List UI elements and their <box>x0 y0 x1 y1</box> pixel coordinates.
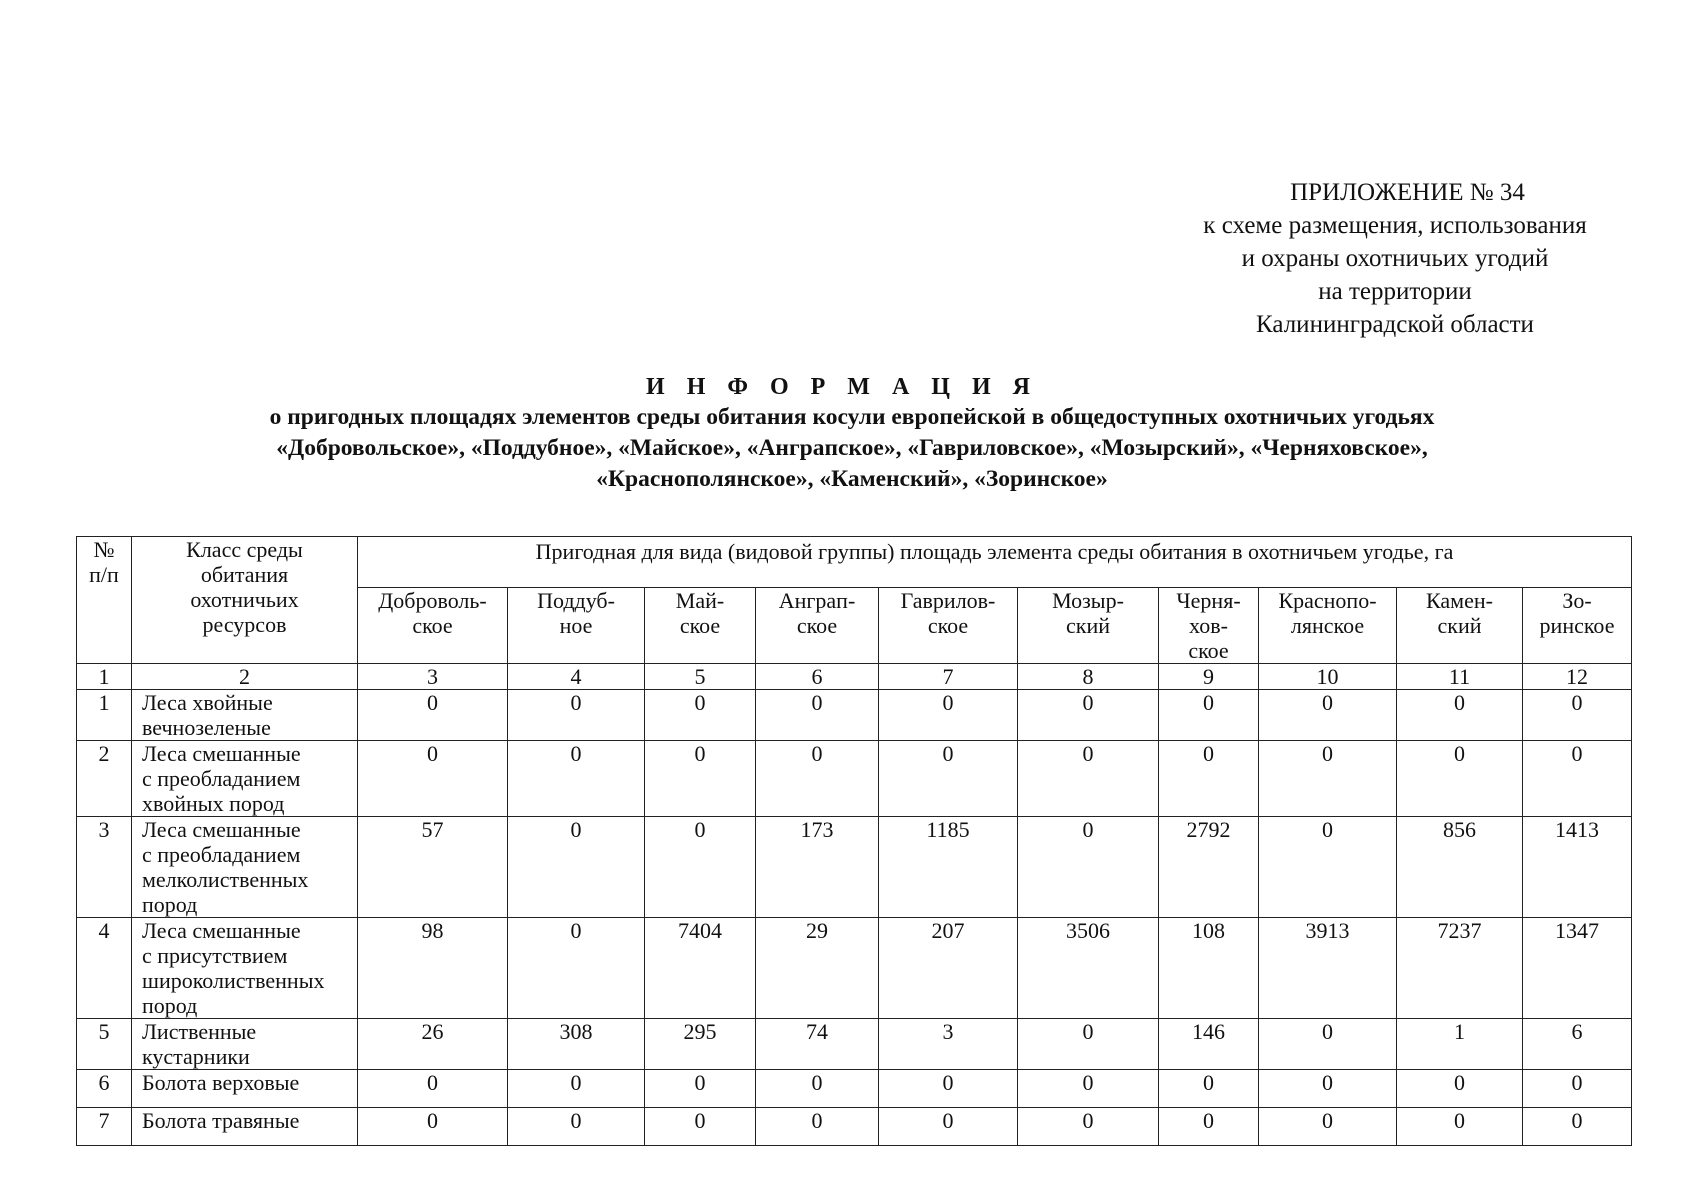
habitat-class-line: Болота травяные <box>142 1108 300 1133</box>
document-subtitle-line: «Добровольское», «Поддубное», «Майское», «Ангрaпское», «Гавриловское», «Мозырский», «Черняховское», <box>276 435 1428 461</box>
habitat-class-line: с преобладанием <box>142 842 301 867</box>
habitat-class-line: кустарники <box>142 1044 250 1069</box>
habitat-class-line: Леса смешанные <box>142 817 301 842</box>
area-value-cell: 0 <box>1259 741 1397 817</box>
area-value-cell: 0 <box>756 1070 879 1108</box>
header-text-line: ский <box>1066 613 1110 638</box>
area-value-cell: 0 <box>358 690 508 741</box>
row-number-cell: 6 <box>77 1070 132 1108</box>
row-number-cell: 3 <box>77 817 132 918</box>
header-hunting-area <box>1523 588 1632 664</box>
header-hunting-area <box>756 588 879 664</box>
area-value-cell: 0 <box>358 1070 508 1108</box>
area-value-cell: 1185 <box>879 817 1018 918</box>
column-number-cell: 5 <box>645 664 756 690</box>
header-text-line: ресурсов <box>202 612 287 637</box>
column-number-cell: 8 <box>1018 664 1159 690</box>
table-body <box>77 690 1632 1146</box>
row-number-cell: 2 <box>77 741 132 817</box>
area-value-cell: 108 <box>1159 918 1259 1019</box>
area-value-cell: 0 <box>508 1070 645 1108</box>
area-value-cell: 0 <box>1159 1070 1259 1108</box>
area-value-cell: 0 <box>358 1108 508 1146</box>
column-number-cell: 11 <box>1397 664 1523 690</box>
column-number-cell: 10 <box>1259 664 1397 690</box>
area-value-cell: 0 <box>1259 1019 1397 1070</box>
area-value-cell: 0 <box>1523 1070 1632 1108</box>
appendix-line: и охраны охотничьих угодий <box>1241 245 1549 272</box>
header-habitat-class <box>132 537 358 664</box>
appendix-block <box>1150 176 1640 341</box>
habitat-class-line: Лиственные <box>142 1019 257 1044</box>
header-text-line: ринское <box>1539 613 1615 638</box>
habitat-class-cell <box>132 918 358 1019</box>
header-text-line: п/п <box>89 562 119 587</box>
table-row <box>77 1108 1632 1146</box>
area-value-cell: 0 <box>1159 1108 1259 1146</box>
area-value-cell: 0 <box>1523 741 1632 817</box>
area-value-cell: 0 <box>1018 690 1159 741</box>
document-title: И Н Ф О Р М А Ц И Я <box>646 374 1038 400</box>
header-text-line: ское <box>1188 638 1229 663</box>
area-value-cell: 7237 <box>1397 918 1523 1019</box>
header-text-line: ское <box>796 613 838 638</box>
area-value-cell: 0 <box>1018 1108 1159 1146</box>
area-value-cell: 0 <box>1259 1070 1397 1108</box>
area-value-cell: 74 <box>756 1019 879 1070</box>
table-row <box>77 918 1632 1019</box>
appendix-line: ПРИЛОЖЕНИЕ № 34 <box>1290 179 1525 206</box>
area-value-cell: 0 <box>508 690 645 741</box>
header-hunting-area <box>1159 588 1259 664</box>
area-value-cell: 0 <box>1018 741 1159 817</box>
habitat-class-cell <box>132 1019 358 1070</box>
appendix-line: Калининградской области <box>1256 311 1534 338</box>
column-number-cell: 6 <box>756 664 879 690</box>
area-value-cell: 1347 <box>1523 918 1632 1019</box>
column-number-cell: 2 <box>132 664 358 690</box>
area-value-cell: 29 <box>756 918 879 1019</box>
habitat-class-line: Леса хвойные <box>142 690 273 715</box>
column-number-cell: 9 <box>1159 664 1259 690</box>
habitat-class-line: Леса смешанные <box>142 918 301 943</box>
header-text-line: № <box>93 537 115 562</box>
habitat-class-line: пород <box>142 892 198 917</box>
header-text-line: Камен- <box>1426 588 1493 613</box>
habitat-class-cell <box>132 690 358 741</box>
table-row <box>77 1019 1632 1070</box>
area-value-cell: 0 <box>508 918 645 1019</box>
table-row <box>77 1070 1632 1108</box>
column-number-cell: 1 <box>77 664 132 690</box>
habitat-class-line: вечнозеленые <box>142 715 271 740</box>
area-value-cell: 173 <box>756 817 879 918</box>
row-number-cell: 7 <box>77 1108 132 1146</box>
header-text-line: хов- <box>1189 613 1228 638</box>
column-number-cell: 4 <box>508 664 645 690</box>
area-value-cell: 3913 <box>1259 918 1397 1019</box>
area-value-cell: 0 <box>1259 817 1397 918</box>
habitat-class-cell <box>132 817 358 918</box>
area-value-cell: 6 <box>1523 1019 1632 1070</box>
area-value-cell: 0 <box>1397 1108 1523 1146</box>
area-value-cell: 7404 <box>645 918 756 1019</box>
header-hunting-area <box>879 588 1018 664</box>
area-value-cell: 0 <box>1523 1108 1632 1146</box>
header-hunting-area <box>358 588 508 664</box>
header-text-line: ское <box>927 613 969 638</box>
table-row <box>77 690 1632 741</box>
header-text-line: Доброволь- <box>378 588 487 613</box>
header-hunting-area <box>1259 588 1397 664</box>
area-value-cell: 0 <box>1259 1108 1397 1146</box>
area-value-cell: 0 <box>645 1070 756 1108</box>
header-text-line: Май- <box>675 588 725 613</box>
area-value-cell: 0 <box>756 741 879 817</box>
habitat-class-cell <box>132 1070 358 1108</box>
table-row <box>77 741 1632 817</box>
header-text-line: ский <box>1437 613 1482 638</box>
area-value-cell: 0 <box>1397 1070 1523 1108</box>
area-value-cell: 1 <box>1397 1019 1523 1070</box>
area-value-cell: 0 <box>1259 690 1397 741</box>
header-text-line: Класс среды <box>186 537 303 562</box>
column-number-cell: 3 <box>358 664 508 690</box>
header-text-line: ное <box>559 613 593 638</box>
area-value-cell: 57 <box>358 817 508 918</box>
header-text-line: обитания <box>200 562 289 587</box>
area-value-cell: 3506 <box>1018 918 1159 1019</box>
appendix-line: на территории <box>1318 278 1472 305</box>
area-value-cell: 0 <box>1018 1070 1159 1108</box>
header-text-line: Краснопо- <box>1278 588 1377 613</box>
header-text-line: Ангрaп- <box>778 588 856 613</box>
header-text-line: ское <box>412 613 453 638</box>
habitat-class-line: Леса смешанные <box>142 741 301 766</box>
area-value-cell: 0 <box>508 741 645 817</box>
row-number-cell: 5 <box>77 1019 132 1070</box>
area-value-cell: 0 <box>1018 817 1159 918</box>
header-hunting-area <box>1018 588 1159 664</box>
area-value-cell: 0 <box>645 817 756 918</box>
area-value-cell: 0 <box>645 690 756 741</box>
header-row-number <box>77 537 132 664</box>
document-subtitle-line: о пригодных площадях элементов среды обитания косули европейской в общедоступных охотничьих угодьях <box>269 404 1435 430</box>
area-value-cell: 0 <box>1397 690 1523 741</box>
habitat-area-table <box>76 536 1632 1146</box>
header-text-line: Поддуб- <box>537 588 615 613</box>
area-value-cell: 0 <box>756 690 879 741</box>
habitat-class-line: пород <box>142 993 198 1018</box>
habitat-class-cell <box>132 741 358 817</box>
appendix-line: к схеме размещения, использования <box>1203 212 1587 239</box>
area-value-cell: 0 <box>879 1108 1018 1146</box>
header-text-line: Черня- <box>1176 588 1241 613</box>
table-header-row <box>77 537 1632 588</box>
habitat-class-line: широколиственных <box>142 968 325 993</box>
area-value-cell: 0 <box>1397 741 1523 817</box>
area-value-cell: 0 <box>1018 1019 1159 1070</box>
habitat-class-line: Болота верховые <box>142 1070 300 1095</box>
area-value-cell: 26 <box>358 1019 508 1070</box>
area-value-cell: 0 <box>1159 741 1259 817</box>
area-value-cell: 146 <box>1159 1019 1259 1070</box>
document-heading <box>60 372 1644 495</box>
area-value-cell: 0 <box>508 1108 645 1146</box>
area-value-cell: 0 <box>879 741 1018 817</box>
area-value-cell: 0 <box>358 741 508 817</box>
habitat-class-cell <box>132 1108 358 1146</box>
area-value-cell: 0 <box>756 1108 879 1146</box>
area-value-cell: 0 <box>879 1070 1018 1108</box>
column-number-cell: 12 <box>1523 664 1632 690</box>
area-value-cell: 0 <box>645 1108 756 1146</box>
habitat-class-line: с присутствием <box>142 943 288 968</box>
header-text-line: Зо- <box>1562 588 1592 613</box>
area-value-cell: 308 <box>508 1019 645 1070</box>
column-number-cell: 7 <box>879 664 1018 690</box>
header-hunting-area <box>508 588 645 664</box>
area-value-cell: 0 <box>1159 690 1259 741</box>
area-value-cell: 0 <box>879 690 1018 741</box>
header-text-line: ское <box>679 613 721 638</box>
area-value-cell: 856 <box>1397 817 1523 918</box>
header-text-line: лянское <box>1290 613 1365 638</box>
area-value-cell: 1413 <box>1523 817 1632 918</box>
area-value-cell: 3 <box>879 1019 1018 1070</box>
header-text-line: Гаврилов- <box>900 588 996 613</box>
habitat-class-line: с преобладанием <box>142 766 301 791</box>
area-value-cell: 2792 <box>1159 817 1259 918</box>
area-value-cell: 0 <box>645 741 756 817</box>
header-hunting-area <box>645 588 756 664</box>
document-subtitle-line: «Краснополянское», «Каменский», «Зоринское» <box>596 466 1108 492</box>
area-value-cell: 98 <box>358 918 508 1019</box>
row-number-cell: 4 <box>77 918 132 1019</box>
area-value-cell: 207 <box>879 918 1018 1019</box>
row-number-cell: 1 <box>77 690 132 741</box>
area-value-cell: 295 <box>645 1019 756 1070</box>
habitat-class-line: хвойных пород <box>142 791 285 816</box>
table-row <box>77 817 1632 918</box>
header-hunting-area <box>1397 588 1523 664</box>
habitat-class-line: мелколиственных <box>142 867 309 892</box>
area-value-cell: 0 <box>508 817 645 918</box>
header-text-line: охотничьих <box>190 587 299 612</box>
header-text-line: Мозыр- <box>1052 588 1124 613</box>
area-value-cell: 0 <box>1523 690 1632 741</box>
header-area-group: Пригодная для вида (видовой группы) площадь элемента среды обитания в охотничьем угодье, га <box>358 537 1632 588</box>
column-number-row <box>77 664 1632 690</box>
